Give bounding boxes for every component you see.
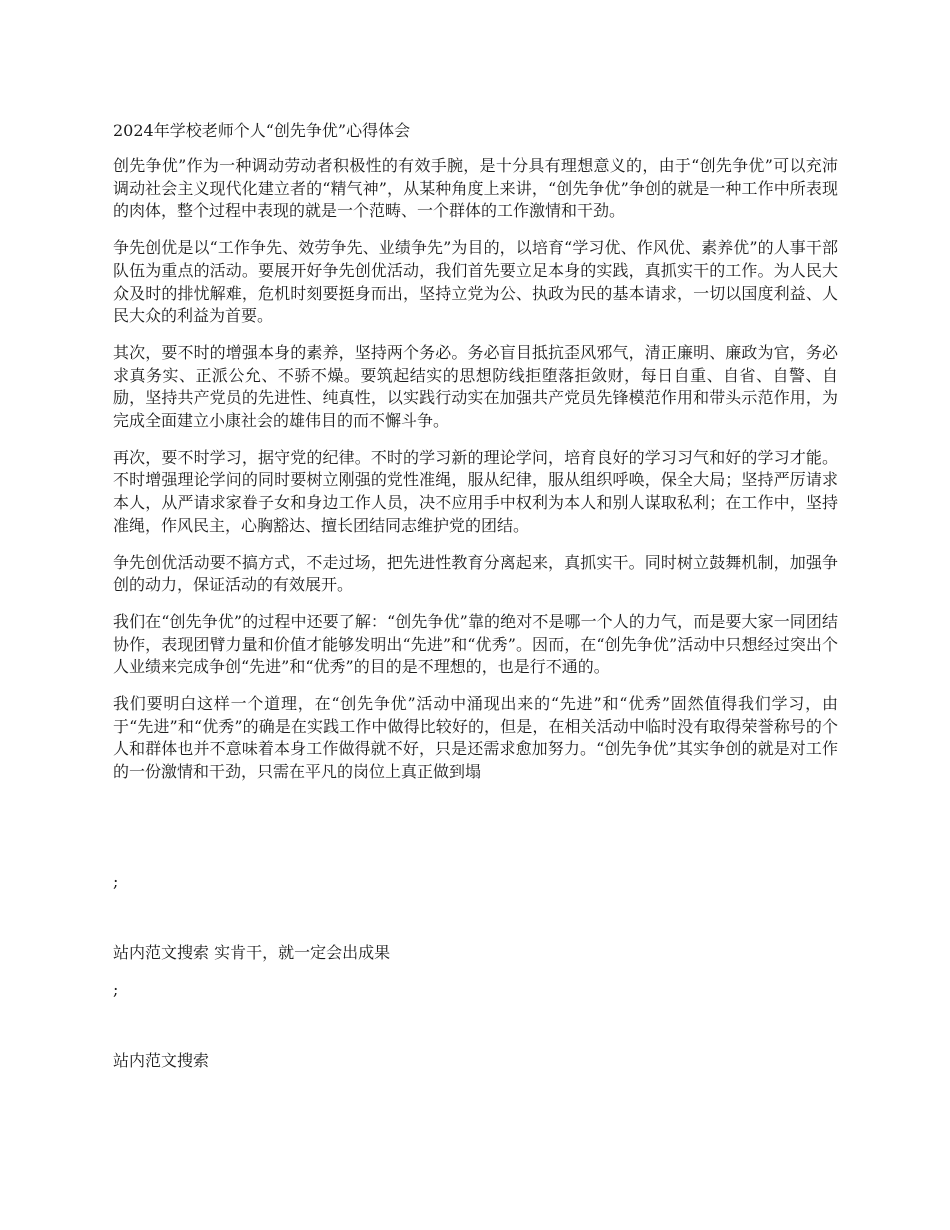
paragraph-6: 我们在“创先争优”的过程中还要了解：“创先争优”靠的绝对不是哪一个人的力气，而是要大家一同团结协作，表现团臂力量和价值才能够发明出“先进”和“优秀”。因而，在“创先争优”活动中只想经过突出个人业绩来完成争创“先进”和“优秀”的目的是不理想的，也是行不通的。	[113, 611, 838, 677]
separator-semicolon: ;	[113, 872, 119, 891]
document-title: 2024年学校老师个人“创先争优”心得体会	[113, 121, 411, 140]
site-search-footer: 站内范文搜索 实肯干，就一定会出成果	[113, 943, 391, 962]
document-body	[113, 120, 838, 798]
separator-semicolon: ;	[113, 980, 119, 999]
paragraph-1: 创先争优”作为一种调动劳动者积极性的有效手腕，是十分具有理想意义的，由于“创先争优”可以充沛调动社会主义现代化建立者的“精气神”，从某种角度上来讲，“创先争优”争创的就是一种工作中所表现的肉体，整个过程中表现的就是一个范畴、一个群体的工作激情和干劲。	[113, 156, 838, 221]
site-search-label: 站内范文搜索	[113, 1051, 210, 1070]
paragraph-4: 再次，要不时学习，据守党的纪律。不时的学习新的理论学问，培育良好的学习习气和好的学习才能。不时增强理论学问的同时要树立刚强的党性准绳，服从纪律，服从组织呼唤，保全大局；坚持严厉请求本人，从严请求家眷子女和身边工作人员，决不应用手中权利为本人和别人谋取私利；在工作中，坚持准绳，作风民主，心胸豁达、擅长团结同志维护党的团结。	[113, 447, 838, 535]
paragraph-3: 其次，要不时的增强本身的素养，坚持两个务必。务必盲目抵抗歪风邪气，清正廉明、廉政为官，务必求真务实、正派公允、不骄不燥。要筑起结实的思想防线拒堕落拒敛财，每日自重、自省、自警、自励，坚持共产党员的先进性、纯真性，以实践行动实在加强共产党员先锋模范作用和带头示范作用，为完成全面建立小康社会的雄伟目的而不懈斗争。	[113, 342, 838, 431]
paragraph-2: 争先创优是以“工作争先、效劳争先、业绩争先”为目的，以培育“学习优、作风优、素养优”的人事干部队伍为重点的活动。要展开好争先创优活动，我们首先要立足本身的实践，真抓实干的工作。为人民大众及时的排忧解难，危机时刻要挺身而出，坚持立党为公、执政为民的基本请求，一切以国度利益、人民大众的利益为首要。	[113, 238, 838, 326]
paragraph-5: 争先创优活动要不搞方式，不走过场，把先进性教育分离起来，真抓实干。同时树立鼓舞机制，加强争创的动力，保证活动的有效展开。	[113, 552, 838, 595]
paragraph-7: 我们要明白这样一个道理，在“创先争优”活动中涌现出来的“先进”和“优秀”固然值得我们学习，由于“先进”和“优秀”的确是在实践工作中做得比较好的，但是，在相关活动中临时没有取得荣誉称号的个人和群体也并不意味着本身工作做得就不好，只是还需求愈加努力。“创先争优”其实争创的就是对工作的一份激情和干劲，只需在平凡的岗位上真正做到塌	[113, 694, 838, 782]
